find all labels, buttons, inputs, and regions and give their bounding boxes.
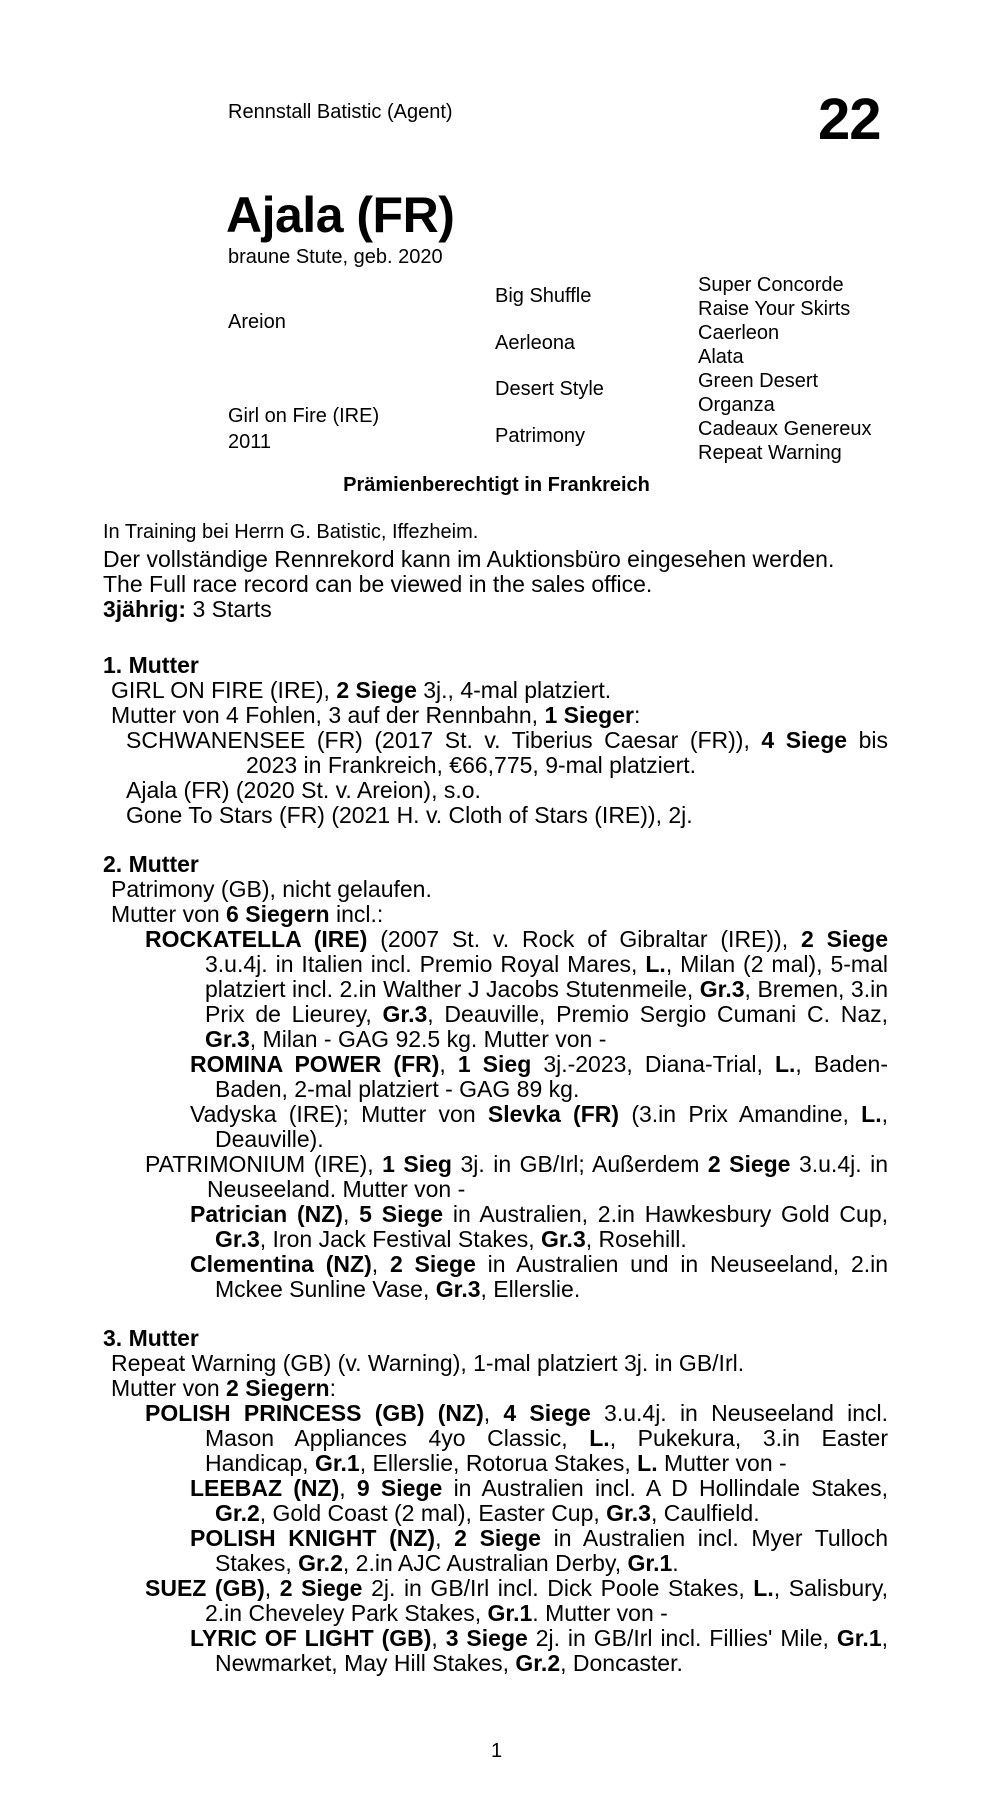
grade: Gr.1 bbox=[627, 1550, 673, 1576]
wins: 2 Siege bbox=[454, 1525, 541, 1551]
pedigree-great-grandparent: Alata bbox=[698, 346, 744, 368]
text: Mutter von bbox=[111, 1375, 227, 1401]
pedigree-grandparent: Aerleona bbox=[495, 332, 576, 354]
wins: 1 Sieg bbox=[457, 1051, 532, 1077]
pedigree-grandparent: Desert Style bbox=[495, 378, 604, 400]
grade: L. bbox=[753, 1575, 774, 1601]
grade: Gr.1 bbox=[487, 1600, 533, 1626]
text: , Rosehill. bbox=[585, 1226, 687, 1252]
text: , bbox=[431, 1625, 446, 1651]
grade: Gr.3 bbox=[699, 976, 745, 1002]
text: , Doncaster. bbox=[560, 1650, 683, 1676]
text: 2j. in GB/Irl incl. Dick Poole Stakes, bbox=[362, 1575, 754, 1601]
horse-name: Ajala (FR) bbox=[226, 187, 455, 243]
wins: 2 Siege bbox=[707, 1151, 791, 1177]
produce-entry bbox=[103, 1252, 888, 1302]
text: , 2.in AJC Australian Derby, bbox=[342, 1550, 628, 1576]
horse-name: ROCKATELLA (IRE) bbox=[145, 926, 368, 952]
wins: 2 Siege bbox=[336, 677, 417, 703]
record-starts bbox=[103, 597, 888, 622]
training-note: In Training bei Herrn G. Batistic, Iffezheim. bbox=[103, 521, 479, 543]
text: : bbox=[329, 1375, 336, 1401]
produce-entry bbox=[103, 1152, 888, 1202]
grade: Gr.2 bbox=[215, 1500, 260, 1526]
text: , bbox=[264, 1575, 280, 1601]
pedigree-dam: Girl on Fire (IRE) bbox=[228, 405, 380, 427]
text: , Milan - GAG 92.5 kg. Mutter von - bbox=[249, 1026, 607, 1052]
premium-note: Prämienberechtigt in Frankreich bbox=[343, 474, 650, 496]
section-title: 3. Mutter bbox=[103, 1325, 199, 1351]
text: 3j., 4-mal platziert. bbox=[416, 677, 612, 703]
wins: 2 Siege bbox=[279, 1575, 363, 1601]
produce-entry bbox=[103, 927, 888, 1052]
text: 3.u.4j. in Neuseeland incl. Mason Appliances 4yo Classic, bbox=[205, 1400, 889, 1451]
text: , Bremen, 3.in Prix de Lieurey, bbox=[205, 976, 888, 1027]
race-record bbox=[103, 547, 888, 622]
text: in Australien incl. Myer Tulloch Stakes, bbox=[215, 1525, 889, 1576]
horse-name: Patrician (NZ) bbox=[190, 1201, 343, 1227]
grade: L. bbox=[637, 1450, 658, 1476]
text: 3j. in GB/Irl; Außerdem bbox=[451, 1151, 708, 1177]
produce-entry bbox=[103, 728, 888, 778]
grade: Gr.1 bbox=[314, 1450, 360, 1476]
text: , bbox=[439, 1051, 458, 1077]
text: , Newmarket, May Hill Stakes, bbox=[215, 1625, 889, 1676]
grade: Gr.3 bbox=[382, 1001, 428, 1027]
wins: 5 Siege bbox=[359, 1201, 444, 1227]
pedigree-dam-year: 2011 bbox=[228, 431, 272, 453]
produce-entry bbox=[103, 1576, 888, 1626]
produce-entry bbox=[103, 1401, 888, 1476]
text: , Ellerslie. bbox=[480, 1276, 581, 1302]
text: Mutter von - bbox=[657, 1450, 787, 1476]
produce-entry bbox=[103, 1202, 888, 1252]
produce-entry bbox=[103, 1052, 888, 1102]
pedigree-great-grandparent: Cadeaux Genereux bbox=[698, 418, 872, 440]
horse-description: braune Stute, geb. 2020 bbox=[228, 246, 443, 268]
text: 2j. in GB/Irl incl. Fillies' Mile, bbox=[527, 1625, 837, 1651]
grade: Gr.2 bbox=[298, 1550, 343, 1576]
grade: Gr.2 bbox=[515, 1650, 561, 1676]
text: SCHWANENSEE (FR) (2017 St. v. Tiberius Caesar (FR)), bbox=[126, 727, 762, 753]
horse-name: Slevka (FR) bbox=[487, 1101, 620, 1127]
text: , bbox=[483, 1400, 504, 1426]
dam-record: Repeat Warning (GB) (v. Warning), 1-mal platziert 3j. in GB/Irl. bbox=[111, 1350, 745, 1376]
produce-summary bbox=[103, 703, 888, 728]
grade: Gr.3 bbox=[435, 1276, 481, 1302]
text: incl.: bbox=[329, 901, 384, 927]
text: , bbox=[339, 1475, 357, 1501]
grade: Gr.3 bbox=[540, 1226, 586, 1252]
pedigree-grandparent: Patrimony bbox=[495, 425, 586, 447]
text: , Ellerslie, Rotorua Stakes, bbox=[359, 1450, 638, 1476]
produce-entry bbox=[103, 1102, 888, 1152]
text: . Mutter von - bbox=[532, 1600, 668, 1626]
page-number: 1 bbox=[490, 1740, 503, 1762]
consignor: Rennstall Batistic (Agent) bbox=[228, 101, 453, 123]
winners: 1 Sieger bbox=[544, 702, 634, 728]
produce-entry bbox=[103, 1476, 888, 1526]
pedigree-great-grandparent: Raise Your Skirts bbox=[698, 298, 851, 320]
text: , Milan (2 mal), 5-mal platziert incl. 2.in Walther J Jacobs Stutenmeile, bbox=[205, 951, 888, 1002]
pedigree-great-grandparent: Green Desert bbox=[698, 370, 819, 392]
produce-entry: Gone To Stars (FR) (2021 H. v. Cloth of Stars (IRE)), 2j. bbox=[126, 802, 693, 828]
grade: L. bbox=[589, 1425, 610, 1451]
lot-number: 22 bbox=[818, 87, 881, 152]
record-note-de: Der vollständige Rennrekord kann im Auktionsbüro eingesehen werden. bbox=[103, 546, 835, 572]
winners: 6 Siegern bbox=[226, 901, 330, 927]
text: , Pukekura, 3.in Easter Handicap, bbox=[205, 1425, 888, 1476]
dam-record: Patrimony (GB), nicht gelaufen. bbox=[111, 876, 432, 902]
text: GIRL ON FIRE (IRE), bbox=[111, 677, 337, 703]
section-second-dam bbox=[103, 852, 888, 1302]
horse-name: POLISH PRINCESS (GB) (NZ) bbox=[145, 1400, 484, 1426]
grade: L. bbox=[774, 1051, 796, 1077]
text: , bbox=[371, 1251, 390, 1277]
text: in Australien, 2.in Hawkesbury Gold Cup, bbox=[443, 1201, 889, 1227]
wins: 3 Siege bbox=[445, 1625, 528, 1651]
horse-name: SUEZ (GB) bbox=[145, 1575, 265, 1601]
pedigree-great-grandparent: Caerleon bbox=[698, 322, 780, 344]
text: in Australien und in Neuseeland, 2.in Mckee Sunline Vase, bbox=[215, 1251, 889, 1302]
text: 3j.-2023, Diana-Trial, bbox=[531, 1051, 775, 1077]
text: , Gold Coast (2 mal), Easter Cup, bbox=[259, 1500, 607, 1526]
section-third-dam bbox=[103, 1326, 888, 1676]
horse-name: POLISH KNIGHT (NZ) bbox=[190, 1525, 436, 1551]
horse-name: LYRIC OF LIGHT (GB) bbox=[190, 1625, 432, 1651]
section-title: 1. Mutter bbox=[103, 652, 199, 678]
pedigree-grandparent: Big Shuffle bbox=[495, 285, 592, 307]
starts-value: 3 Starts bbox=[186, 596, 272, 622]
produce-entry bbox=[103, 1526, 888, 1576]
grade: Gr.3 bbox=[606, 1500, 651, 1526]
text: 3.u.4j. in Neuseeland. Mutter von - bbox=[207, 1151, 888, 1202]
section-first-dam bbox=[103, 653, 888, 828]
wins: 4 Siege bbox=[503, 1400, 591, 1426]
text: , Deauville, Premio Sergio Cumani C. Naz, bbox=[427, 1001, 888, 1027]
section-title: 2. Mutter bbox=[103, 851, 199, 877]
text: 3.u.4j. in Italien incl. Premio Royal Mares, bbox=[205, 951, 646, 977]
text: , bbox=[435, 1525, 455, 1551]
horse-name: LEEBAZ (NZ) bbox=[190, 1475, 340, 1501]
text: (3.in Prix Amandine, bbox=[619, 1101, 862, 1127]
text: Mutter von bbox=[111, 901, 227, 927]
produce-entry bbox=[103, 1626, 888, 1676]
record-note-en: The Full race record can be viewed in the sales office. bbox=[103, 571, 653, 597]
text: PATRIMONIUM (IRE), bbox=[145, 1151, 383, 1177]
pedigree-great-grandparents bbox=[698, 273, 871, 465]
text: bis 2023 in Frankreich, €66,775, 9-mal platziert. bbox=[246, 727, 888, 778]
grade: Gr.1 bbox=[836, 1625, 882, 1651]
text: : bbox=[633, 702, 641, 728]
pedigree-great-grandparent: Super Concorde bbox=[698, 274, 844, 296]
produce-entry: Ajala (FR) (2020 St. v. Areion), s.o. bbox=[126, 777, 481, 803]
wins: 4 Siege bbox=[761, 727, 848, 753]
produce-summary bbox=[103, 902, 888, 927]
wins: 2 Siege bbox=[389, 1251, 476, 1277]
text: , Salisbury, 2.in Cheveley Park Stakes, bbox=[205, 1575, 889, 1626]
produce-summary bbox=[103, 1376, 888, 1401]
wins: 9 Siege bbox=[356, 1475, 443, 1501]
pedigree-great-grandparent: Organza bbox=[698, 394, 775, 416]
text: , Caulfield. bbox=[650, 1500, 760, 1526]
horse-name: Clementina (NZ) bbox=[190, 1251, 372, 1277]
text: , Iron Jack Festival Stakes, bbox=[259, 1226, 541, 1252]
text: in Australien incl. A D Hollindale Stakes, bbox=[442, 1475, 889, 1501]
text: , bbox=[342, 1201, 360, 1227]
age-label: 3jährig: bbox=[103, 596, 187, 622]
text: Vadyska (IRE); Mutter von bbox=[190, 1101, 488, 1127]
text: Mutter von 4 Fohlen, 3 auf der Rennbahn, bbox=[111, 702, 545, 728]
text: , Deauville). bbox=[215, 1101, 888, 1152]
winners: 2 Siegern bbox=[226, 1375, 330, 1401]
text: (2007 St. v. Rock of Gibraltar (IRE)), bbox=[367, 926, 801, 952]
pedigree-great-grandparent: Repeat Warning bbox=[698, 442, 842, 464]
grade: Gr.3 bbox=[215, 1226, 260, 1252]
text: , Baden-Baden, 2-mal platziert - GAG 89 kg. bbox=[215, 1051, 888, 1102]
wins: 2 Siege bbox=[800, 926, 888, 952]
grade: L. bbox=[645, 951, 666, 977]
horse-name: ROMINA POWER (FR) bbox=[190, 1051, 440, 1077]
text: . bbox=[672, 1550, 679, 1576]
grade: Gr.3 bbox=[205, 1026, 250, 1052]
wins: 1 Sieg bbox=[382, 1151, 452, 1177]
dam-record bbox=[103, 678, 888, 703]
grade: L. bbox=[861, 1101, 882, 1127]
pedigree-sire: Areion bbox=[228, 311, 286, 333]
